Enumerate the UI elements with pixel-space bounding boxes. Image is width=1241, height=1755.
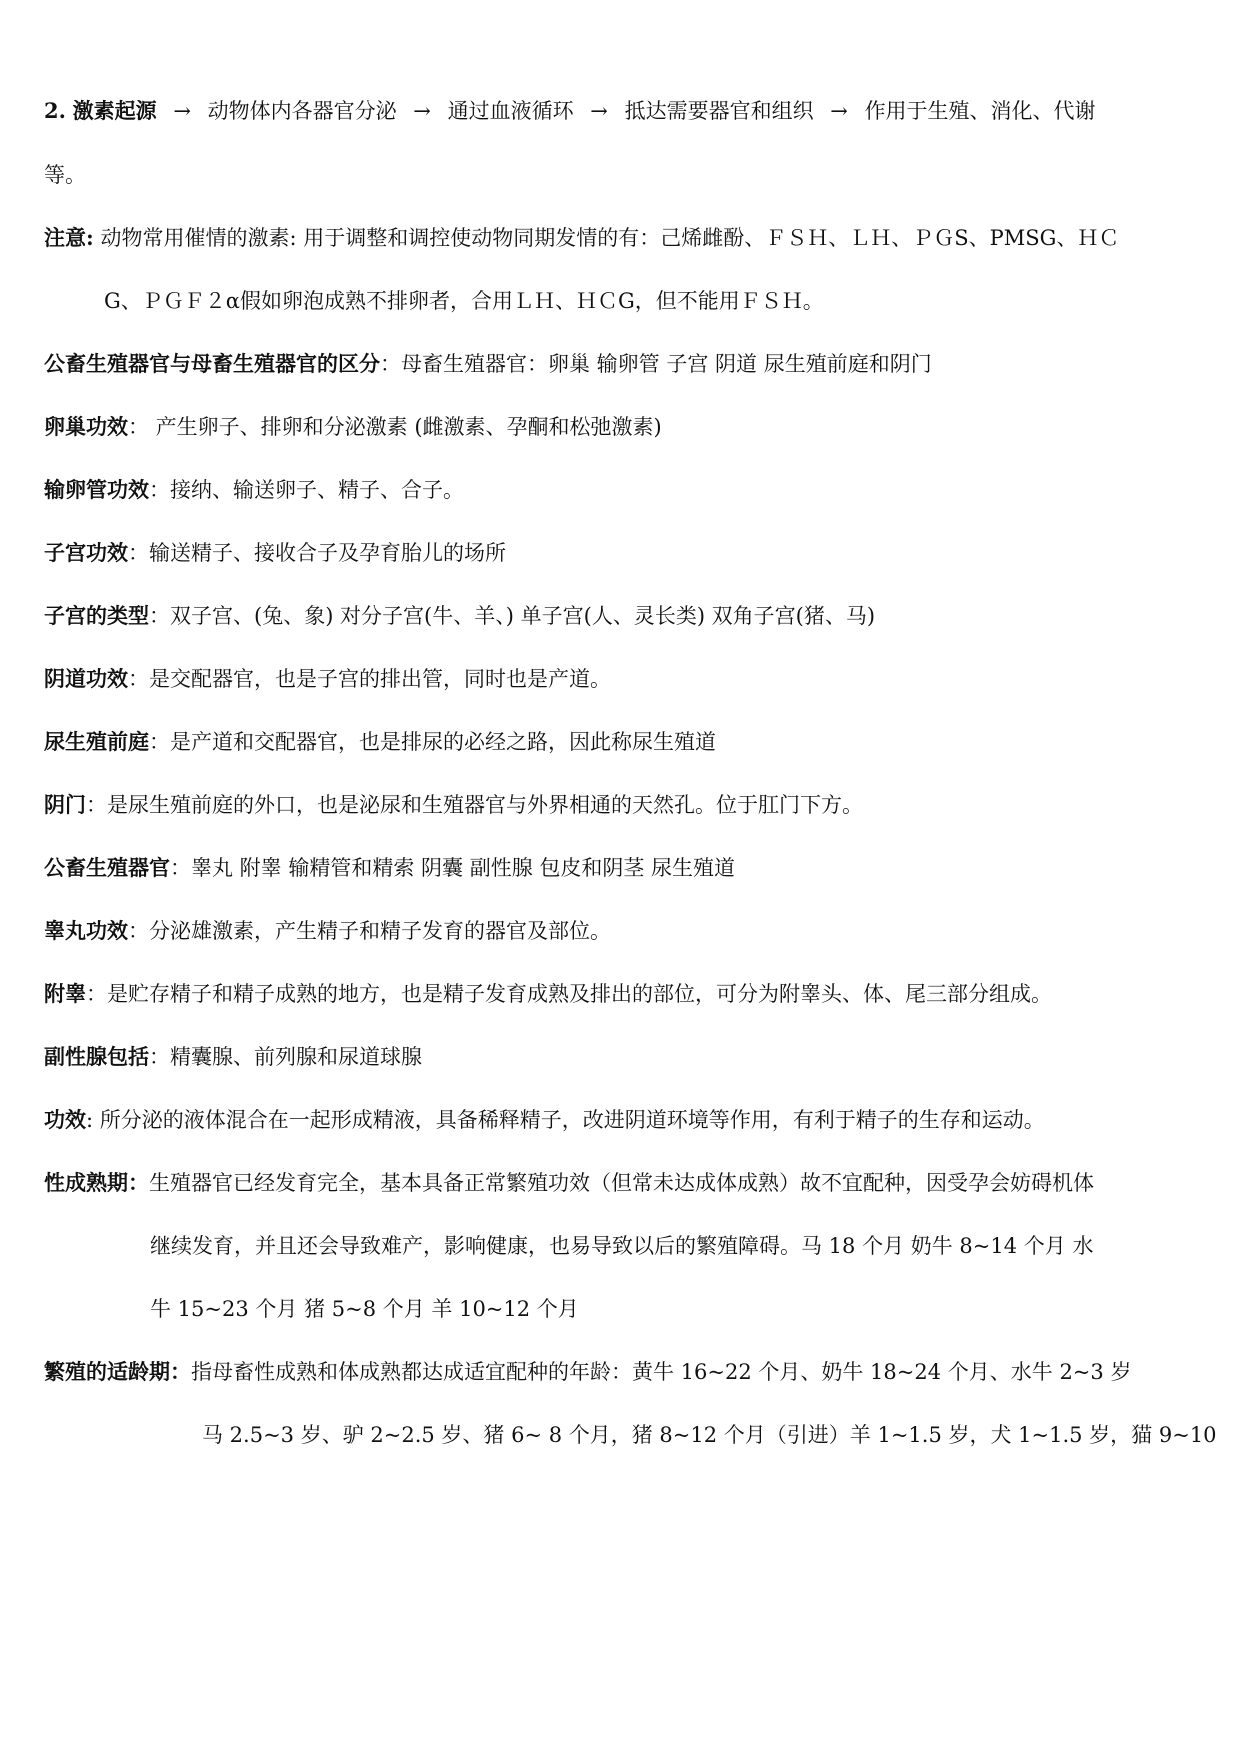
oviduct-function-label: 输卵管功效 (44, 477, 149, 502)
testis-function-line (44, 916, 611, 946)
vagina-function-line (44, 664, 611, 694)
note-text: 动物常用催情的激素: 用于调整和调控使动物同期发情的有：己烯雌酚、ＦＳＨ、ＬＨ、ＰＧS、PMSG、ＨＣ (100, 226, 1120, 250)
breeding-age-continuation (202, 1420, 1217, 1450)
oviduct-function-text: ：接纳、输送卵子、精子、合子。 (149, 478, 464, 502)
uterus-types-line (44, 601, 875, 631)
epididymis-line (44, 979, 1052, 1009)
arrow-icon: → (830, 99, 848, 123)
breeding-age-continuation-text: 马 2.5~3 岁、驴 2~2.5 岁、猪 6~ 8 个月，猪 8~12 个月（引进）羊 1~1.5 岁，犬 1~1.5 岁，猫 9~10 (202, 1423, 1217, 1447)
hormone-origin-line (44, 96, 1096, 126)
sexual-maturity-continuation-2 (150, 1294, 579, 1324)
hormone-origin-label: 激素起源 (72, 98, 157, 123)
ovary-function-line (44, 412, 662, 442)
gland-function-text: : 所分泌的液体混合在一起形成精液，具备稀释精子，改进阴道环境等作用，有利于精子的生存和运动。 (86, 1108, 1045, 1132)
continuation-text: 等。 (44, 163, 86, 187)
section-number: 2. (44, 98, 66, 123)
accessory-glands-line (44, 1042, 422, 1072)
flow-step-1: 动物体内各器官分泌 (207, 99, 397, 123)
organ-difference-label: 公畜生殖器官与母畜生殖器官的区分 (44, 351, 380, 376)
hormone-origin-continuation (44, 160, 86, 190)
male-organs-line (44, 853, 735, 883)
oviduct-function-line (44, 475, 464, 505)
uterus-function-line (44, 538, 506, 568)
flow-step-4: 作用于生殖、消化、代谢 (864, 99, 1096, 123)
accessory-glands-text: ：精囊腺、前列腺和尿道球腺 (149, 1045, 422, 1069)
vagina-function-label: 阴道功效 (44, 666, 128, 691)
vestibule-text: ：是产道和交配器官，也是排尿的必经之路，因此称尿生殖道 (149, 730, 716, 754)
epididymis-text: ：是贮存精子和精子成熟的地方，也是精子发育成熟及排出的部位，可分为附睾头、体、尾三部分组成。 (86, 982, 1052, 1006)
organ-difference-line (44, 349, 932, 379)
vestibule-line (44, 727, 716, 757)
testis-function-label: 睾丸功效 (44, 918, 128, 943)
uterus-function-text: ：输送精子、接收合子及孕育胎儿的场所 (128, 541, 506, 565)
uterus-function-label: 子宫功效 (44, 540, 128, 565)
breeding-age-text: 指母畜性成熟和体成熟都达成适宜配种的年龄：黄牛 16~22 个月、奶牛 18~24 个月、水牛 2~3 岁 (191, 1360, 1132, 1384)
note-continuation-text: G、ＰＧＦ２α假如卵泡成熟不排卵者，合用ＬＨ、ＨＣG，但不能用ＦＳＨ。 (104, 289, 824, 313)
gland-function-label: 功效 (44, 1107, 86, 1132)
arrow-icon: → (173, 99, 191, 123)
vulva-label: 阴门 (44, 792, 86, 817)
sexual-maturity-label: 性成熟期： (44, 1170, 149, 1195)
vestibule-label: 尿生殖前庭 (44, 729, 149, 754)
ovary-function-label: 卵巢功效 (44, 414, 128, 439)
organ-difference-text: ：母畜生殖器官：卵巢 输卵管 子宫 阴道 尿生殖前庭和阴门 (380, 352, 932, 376)
uterus-types-text: ：双子宫、(兔、象) 对分子宫(牛、羊、) 单子宫(人、灵长类) 双角子宫(猪、马) (149, 604, 876, 628)
accessory-glands-label: 副性腺包括 (44, 1044, 149, 1069)
arrow-icon: → (413, 99, 431, 123)
vulva-text: ：是尿生殖前庭的外口，也是泌尿和生殖器官与外界相通的天然孔。位于肛门下方。 (86, 793, 863, 817)
vagina-function-text: ：是交配器官，也是子宫的排出管，同时也是产道。 (128, 667, 611, 691)
epididymis-label: 附睾 (44, 981, 86, 1006)
gland-function-line (44, 1105, 1045, 1135)
vulva-line (44, 790, 863, 820)
arrow-icon: → (590, 99, 608, 123)
note-label: 注意: (44, 225, 94, 250)
sexual-maturity-text: 生殖器官已经发育完全，基本具备正常繁殖功效（但常未达成体成熟）故不宜配种，因受孕会妨碍机体 (149, 1171, 1094, 1195)
male-organs-label: 公畜生殖器官 (44, 855, 170, 880)
ovary-function-text: ： 产生卵子、排卵和分泌激素 (雌激素、孕酮和松弛激素) (128, 415, 662, 439)
flow-step-3: 抵达需要器官和组织 (624, 99, 814, 123)
testis-function-text: ：分泌雄激素，产生精子和精子发育的器官及部位。 (128, 919, 611, 943)
note-line (44, 223, 1119, 253)
note-continuation (104, 286, 824, 316)
sexual-maturity-continuation-text: 继续发育，并且还会导致难产，影响健康，也易导致以后的繁殖障碍。马 18 个月 奶牛 8~14 个月 水 (150, 1234, 1094, 1258)
breeding-age-line (44, 1357, 1131, 1387)
uterus-types-label: 子宫的类型 (44, 603, 149, 628)
sexual-maturity-line (44, 1168, 1094, 1198)
male-organs-text: ：睾丸 附睾 输精管和精索 阴囊 副性腺 包皮和阴茎 尿生殖道 (170, 856, 736, 880)
flow-step-2: 通过血液循环 (447, 99, 574, 123)
sexual-maturity-continuation-1 (150, 1231, 1093, 1261)
breeding-age-label: 繁殖的适龄期： (44, 1359, 191, 1384)
sexual-maturity-ages-text: 牛 15~23 个月 猪 5~8 个月 羊 10~12 个月 (150, 1297, 579, 1321)
